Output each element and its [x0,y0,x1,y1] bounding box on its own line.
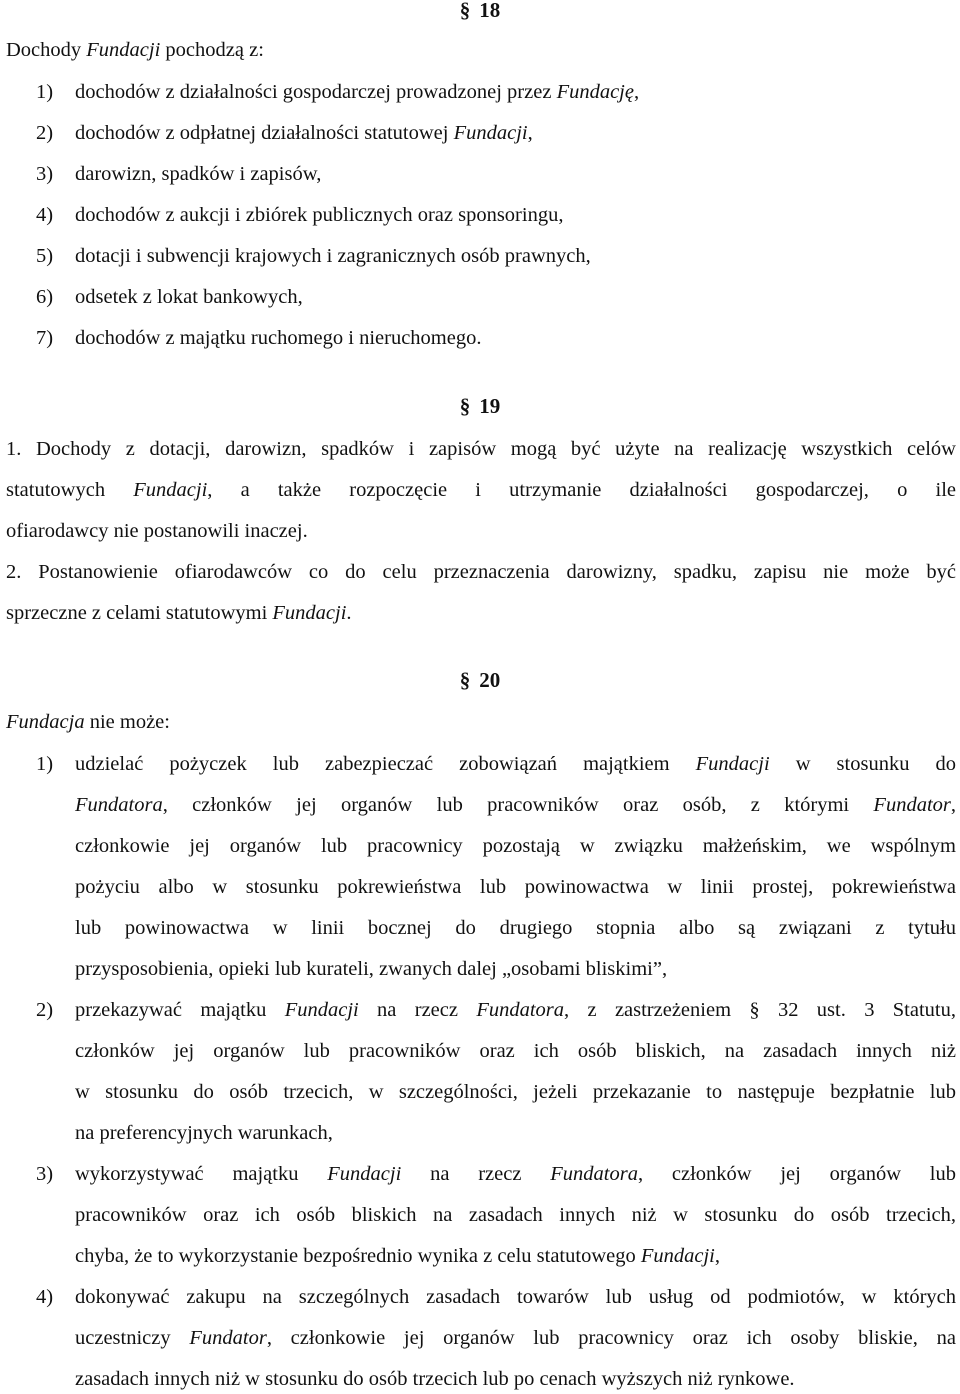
item-number: 1) [36,753,54,775]
paragraph-line: statutowych Fundacji, a także rozpoczęcie i utrzymanie działalności gospodarczej, o ile [6,479,956,501]
item-line: udzielać pożyczek lub zabezpieczać zobowiązań majątkiem Fundacji w stosunku do [75,753,956,775]
item-line: na preferencyjnych warunkach, [75,1122,333,1144]
section-20-heading [0,668,960,693]
item-text: darowizn, spadków i zapisów, [75,163,322,185]
item-line: członkowie jej organów lub pracownicy pozostają w związku małżeńskim, we wspólnym [75,835,956,857]
item-number: 3) [36,163,54,185]
section-18-heading [0,0,960,23]
item-text: dochodów z działalności gospodarczej prowadzonej przez Fundację, [75,81,640,103]
section-20-intro: Fundacja nie może: [6,711,170,733]
item-line: uczestniczy Fundator, członkowie jej organów lub pracownicy oraz ich osoby bliskie, na [75,1327,956,1349]
item-text: dotacji i subwencji krajowych i zagranicznych osób prawnych, [75,245,591,267]
item-number: 4) [36,204,54,226]
item-line: chyba, że to wykorzystanie bezpośrednio wynika z celu statutowego Fundacji, [75,1245,720,1267]
item-text: odsetek z lokat bankowych, [75,286,303,308]
item-text: dochodów z aukcji i zbiórek publicznych oraz sponsoringu, [75,204,564,226]
section-symbol: § [459,668,471,692]
paragraph-line: 1. Dochody z dotacji, darowizn, spadków i zapisów mogą być użyte na realizację wszystkich celów [6,438,956,460]
item-number: 4) [36,1286,54,1308]
item-text: dochodów z majątku ruchomego i nieruchomego. [75,327,482,349]
section-symbol: § [459,0,471,22]
item-line: wykorzystywać majątku Fundacji na rzecz Fundatora, członków jej organów lub [75,1163,956,1185]
item-line: dokonywać zakupu na szczególnych zasadach towarów lub usług od podmiotów, w których [75,1286,956,1308]
item-text: dochodów z odpłatnej działalności statutowej Fundacji, [75,122,533,144]
paragraph-line: sprzeczne z celami statutowymi Fundacji. [6,602,352,624]
item-line: Fundatora, członków jej organów lub pracowników oraz osób, z którymi Fundator, [75,794,956,816]
section-19-heading [0,394,960,419]
item-line: pożyciu albo w stosunku pokrewieństwa lub powinowactwa w linii prostej, pokrewieństwa [75,876,956,898]
item-line: lub powinowactwa w linii bocznej do drugiego stopnia albo są związani z tytułu [75,917,956,939]
section-symbol: § [459,394,471,418]
paragraph-line: 2. Postanowienie ofiarodawców co do celu przeznaczenia darowizny, spadku, zapisu nie może być [6,561,956,583]
item-number: 1) [36,81,54,103]
item-number: 2) [36,999,54,1021]
section-number: 18 [479,0,501,22]
item-line: pracowników oraz ich osób bliskich na zasadach innych niż w stosunku do osób trzecich, [75,1204,956,1226]
item-line: przekazywać majątku Fundacji na rzecz Fundatora, z zastrzeżeniem § 32 ust. 3 Statutu, [75,999,956,1021]
item-number: 6) [36,286,54,308]
section-18-intro: Dochody Fundacji pochodzą z: [6,39,264,61]
section-number: 19 [479,394,501,418]
item-number: 2) [36,122,54,144]
item-line: zasadach innych niż w stosunku do osób trzecich lub po cenach wyższych niż rynkowe. [75,1368,795,1390]
item-number: 3) [36,1163,54,1185]
section-number: 20 [479,668,501,692]
item-line: przysposobienia, opieki lub kurateli, zwanych dalej „osobami bliskimi”, [75,958,668,980]
paragraph-line: ofiarodawcy nie postanowili inaczej. [6,520,308,542]
item-number: 5) [36,245,54,267]
item-line: członków jej organów lub pracowników oraz ich osób bliskich, na zasadach innych niż [75,1040,956,1062]
item-number: 7) [36,327,54,349]
item-line: w stosunku do osób trzecich, w szczególności, jeżeli przekazanie to następuje bezpłatnie lub [75,1081,956,1103]
